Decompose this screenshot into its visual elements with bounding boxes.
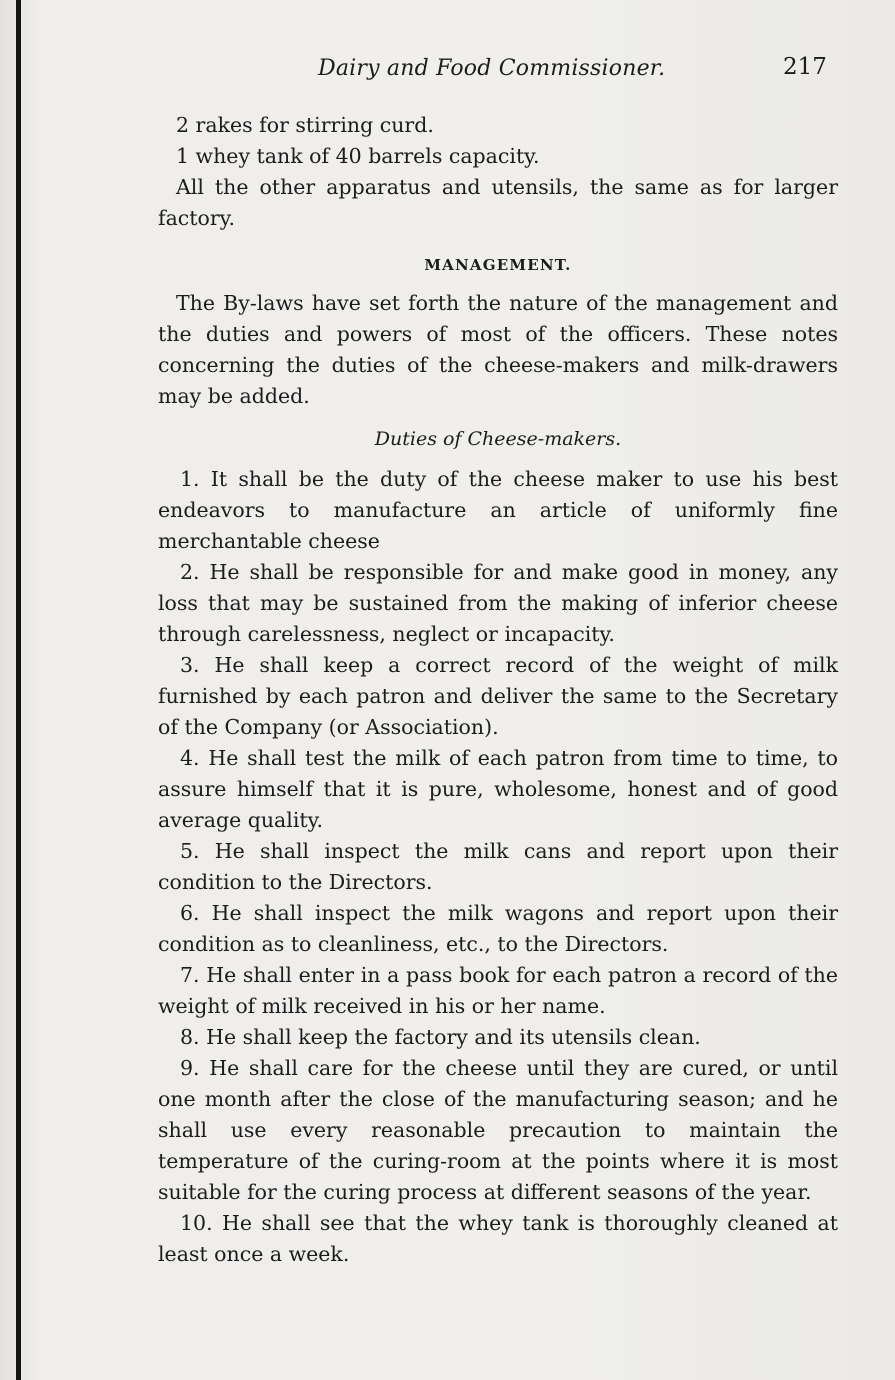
duty-item-6: 6. He shall inspect the milk wagons and report upon their condition as to cleanliness, etc., to the Directors. bbox=[158, 901, 838, 956]
page-body bbox=[158, 110, 838, 1270]
running-title: Dairy and Food Commissioner. bbox=[318, 56, 666, 81]
duty-item-3: 3. He shall keep a correct record of the weight of milk furnished by each patron and deliver the same to the Secretary of the Company (or Association). bbox=[158, 653, 838, 739]
page-header bbox=[0, 56, 895, 90]
duties-heading: Duties of Cheese-makers. bbox=[374, 428, 622, 450]
duty-item-7: 7. He shall enter in a pass book for each patron a record of the weight of milk received in his or her name. bbox=[158, 963, 838, 1018]
duty-item-4: 4. He shall test the milk of each patron from time to time, to assure himself that it is pure, wholesome, honest and of good average quality. bbox=[158, 746, 838, 832]
intro-line-whey-tank: 1 whey tank of 40 barrels capacity. bbox=[176, 144, 540, 168]
duty-item-1: 1. It shall be the duty of the cheese maker to use his best endeavors to manufacture an article of uniformly fine merchantable cheese bbox=[158, 467, 838, 553]
intro-line-rakes: 2 rakes for stirring curd. bbox=[176, 113, 434, 137]
duty-item-5: 5. He shall inspect the milk cans and report upon their condition to the Directors. bbox=[158, 839, 838, 894]
duty-item-10: 10. He shall see that the whey tank is thoroughly cleaned at least once a week. bbox=[158, 1211, 838, 1266]
duty-item-2: 2. He shall be responsible for and make good in money, any loss that may be sustained from the making of inferior cheese through carelessness, neglect or incapacity. bbox=[158, 560, 838, 646]
management-paragraph: The By-laws have set forth the nature of the management and the duties and powers of most of the officers. These notes concerning the duties of the cheese-makers and milk-drawers may be added. bbox=[158, 291, 838, 408]
duty-item-9: 9. He shall care for the cheese until they are cured, or until one month after the close of the manufacturing season; and he shall use every reasonable precaution to maintain the temperature of the curing-room at the points where it is most suitable for the curing process at different seasons of the year. bbox=[158, 1056, 838, 1204]
binding-edge bbox=[16, 0, 21, 1380]
duty-item-8: 8. He shall keep the factory and its utensils clean. bbox=[180, 1025, 701, 1049]
intro-line-apparatus: All the other apparatus and utensils, the same as for larger factory. bbox=[158, 175, 838, 230]
page-number: 217 bbox=[783, 54, 827, 80]
management-heading: MANAGEMENT. bbox=[424, 256, 572, 274]
